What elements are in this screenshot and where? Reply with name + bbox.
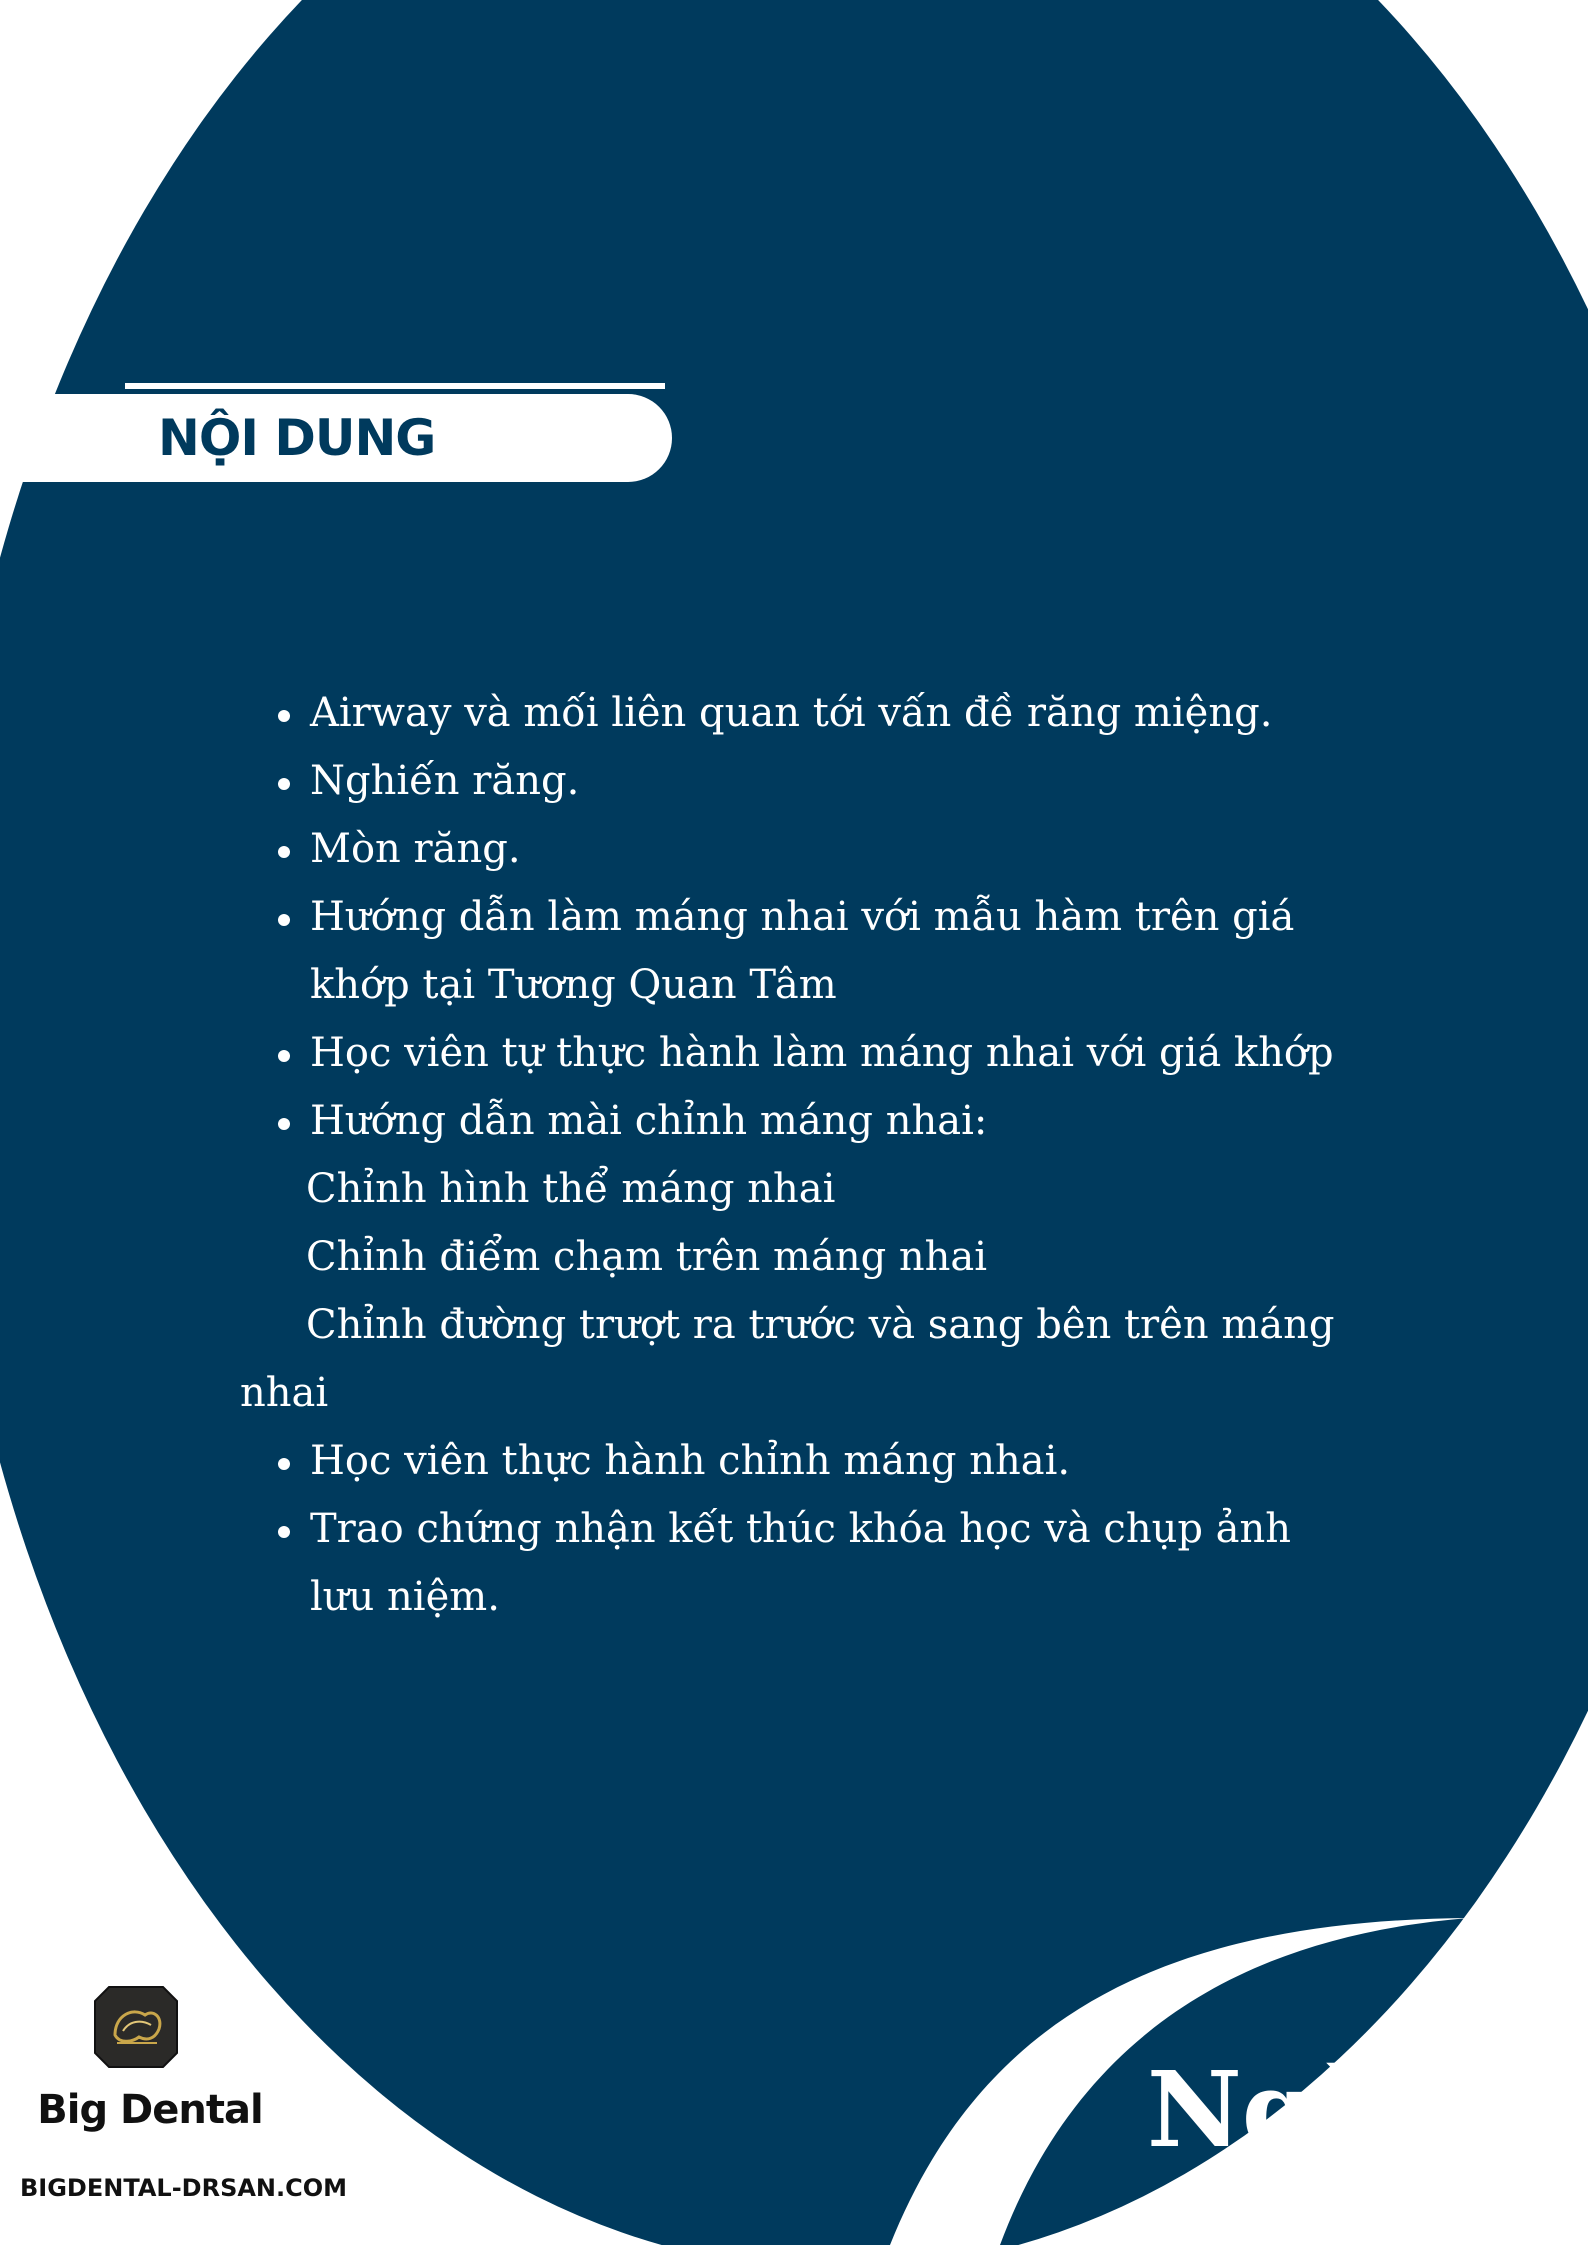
day-label: Ngày 3 [1146,2048,1551,2171]
brand-name: Big Dental [37,2087,263,2133]
list-item-line: Chỉnh điểm chạm trên máng nhai [306,1234,988,1280]
list-item-line: Chỉnh hình thể máng nhai [306,1166,836,1212]
list-item-line: khớp tại Tương Quan Tâm [310,962,837,1008]
list-item: Học viên thực hành chỉnh máng nhai. [240,1427,1370,1495]
list-item-line: lưu niệm. [310,1574,500,1620]
list-item: Airway và mối liên quan tới vấn đề răng miệng. [240,679,1370,747]
list-item: Hướng dẫn mài chỉnh máng nhai: [240,1087,1370,1155]
list-item-line: nhai [240,1370,329,1416]
list-item: Hướng dẫn làm máng nhai với mẫu hàm trên giá [240,883,1370,951]
list-item: Nghiến răng. [240,747,1370,815]
list-item-line: Chỉnh đường trượt ra trước và sang bên trên máng [306,1302,1335,1348]
website-link[interactable]: BIGDENTAL-DRSAN.COM [20,2174,348,2202]
section-title: NỘI DUNG [158,409,436,467]
list-item: Học viên tự thực hành làm máng nhai với giá khớp [240,1019,1370,1087]
title-rule [125,383,665,389]
content-list [240,679,1370,1631]
list-item: Trao chứng nhận kết thúc khóa học và chụp ảnh [240,1495,1370,1563]
list-item: Mòn răng. [240,815,1370,883]
dental-logo-icon [93,1985,179,2069]
